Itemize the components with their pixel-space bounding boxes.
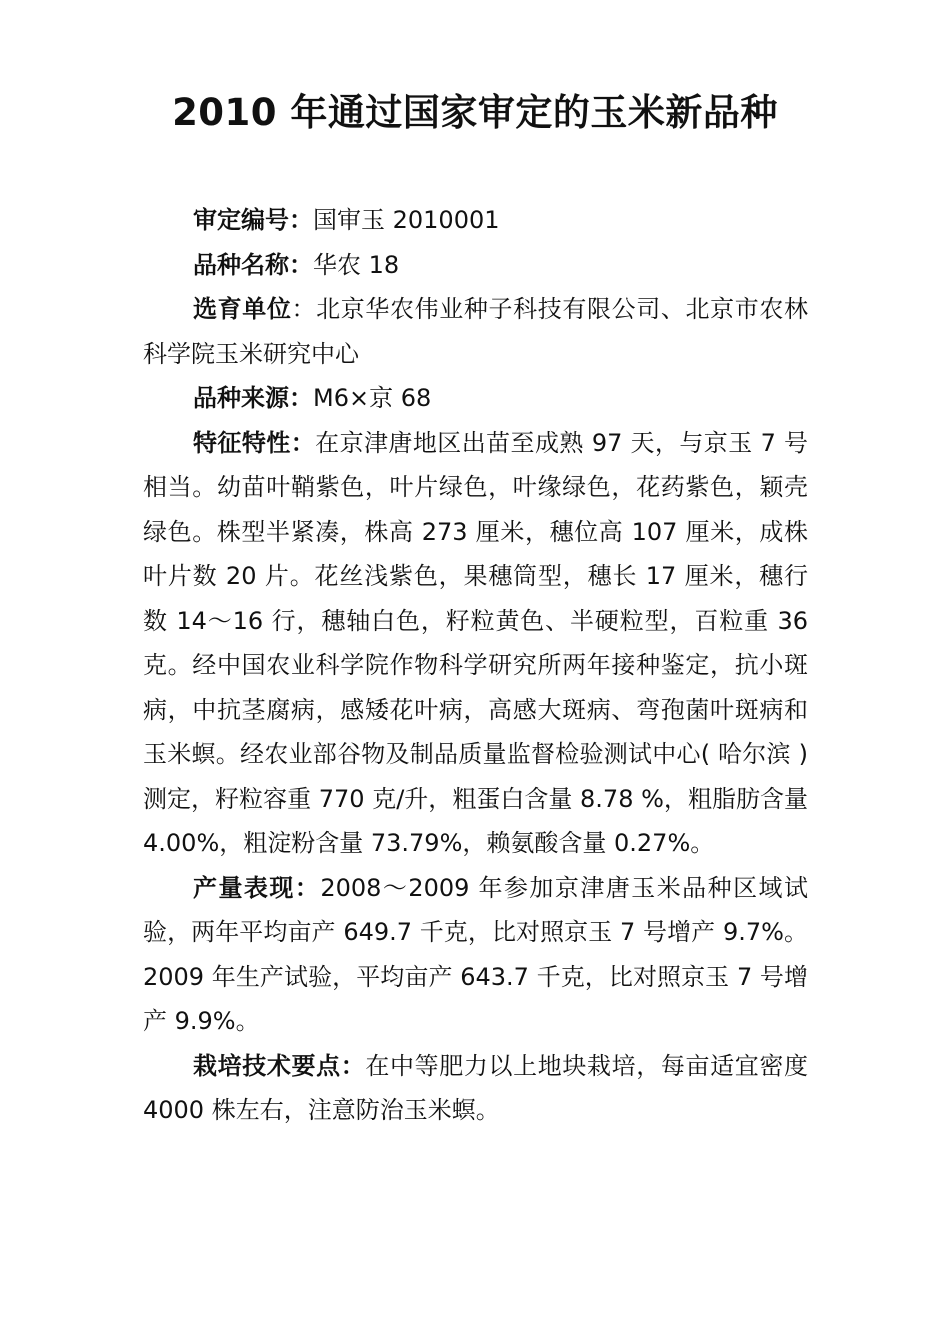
field-value: 在中等肥力以上地块栽培，每亩适宜密度 4000 株左右，注意防治玉米螟。 [143, 1051, 808, 1124]
field-cultivation-points [143, 1044, 808, 1133]
field-label: 品种名称： [193, 250, 313, 279]
field-label: 栽培技术要点： [193, 1051, 366, 1080]
field-value: 国审玉 2010001 [313, 206, 500, 234]
field-yield-performance [143, 866, 808, 1044]
field-label: 特征特性： [193, 428, 316, 457]
field-breeding-unit [143, 287, 808, 376]
field-variety-name [143, 243, 808, 288]
field-label: 选育单位 [193, 295, 292, 323]
field-label: 产量表现： [193, 873, 321, 902]
field-variety-source [143, 376, 808, 421]
field-value: ：北京华农伟业种子科技有限公司、北京市农林科学院玉米研究中心 [143, 295, 808, 368]
field-label: 品种来源： [193, 384, 313, 412]
field-characteristics [143, 421, 808, 866]
field-value: 华农 18 [313, 250, 400, 279]
field-value: 在京津唐地区出苗至成熟 97 天，与京玉 7 号相当。幼苗叶鞘紫色，叶片绿色，叶缘绿色，花药紫色，颖壳绿色。株型半紧凑，株高 273 厘米，穗位高 107 厘米，成株叶片数 20 片。花丝浅紫色，果穗筒型，穗长 17 厘米，穗行数 14～16 行，穗轴白色，籽粒黄色、半硬粒型，百粒重 36 克。经中国农业科学院作物科学研究所两年接种鉴定，抗小斑病，中抗茎腐病，感矮花叶病，高感大斑病、弯孢菌叶斑病和玉米螟。经农业部谷物及制品质量监督检验测试中心( 哈尔滨 )测定，籽粒容重 770 克/升，粗蛋白含量 8.78 %，粗脂肪含量 4.00%，粗淀粉含量 73.79%，赖氨酸含量 0.27%。 [143, 428, 809, 857]
document-body [143, 198, 808, 1133]
field-value: M6×京 68 [313, 384, 432, 412]
document-title: 2010 年通过国家审定的玉米新品种 [172, 91, 778, 134]
field-label: 审定编号： [193, 206, 313, 234]
field-value: 2008～2009 年参加京津唐玉米品种区域试验，两年平均亩产 649.7 千克，比对照京玉 7 号增产 9.7%。2009 年生产试验，平均亩产 643.7 千克，比对照京玉 7 号增产 9.9%。 [143, 873, 808, 1035]
field-approval-number [143, 198, 808, 243]
